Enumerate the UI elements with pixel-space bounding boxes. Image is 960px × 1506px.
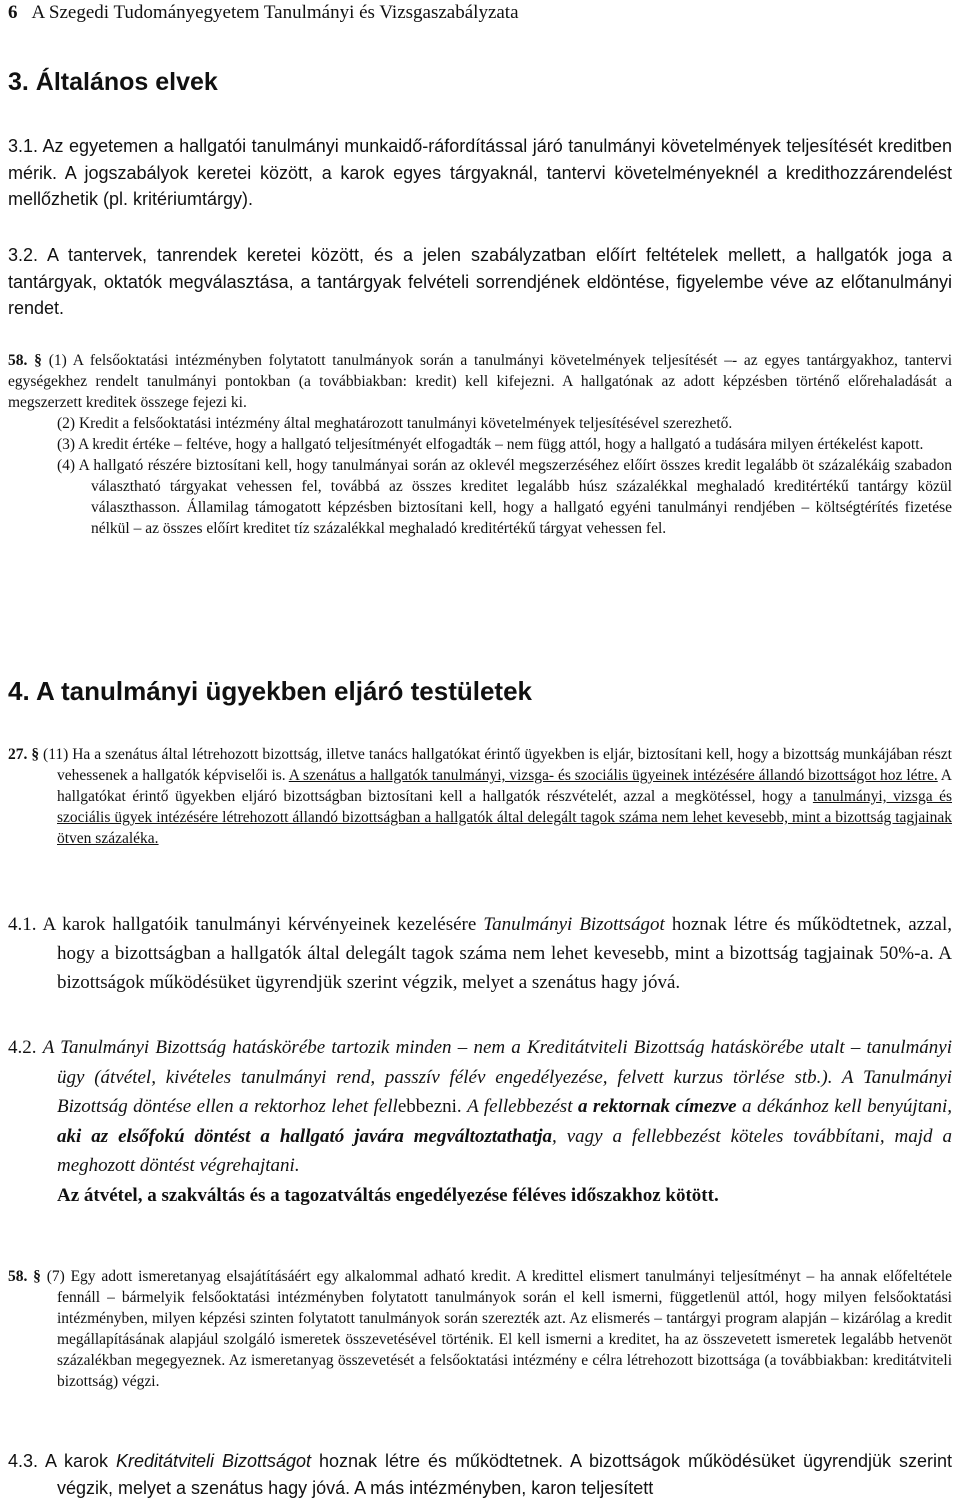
bold-phrase-2: aki az elsőfokú döntést a hal <box>57 1125 306 1147</box>
paragraph-text-italic-3: , vagy a fellebbezést köteles továbbítani, majd a meghozott döntést végrehajtani. <box>57 1125 952 1176</box>
paragraph-number: 4.1. <box>8 914 37 935</box>
running-header <box>8 2 519 24</box>
section-heading-4: 4. A tanulmányi ügyekben eljáró testületek <box>8 676 533 706</box>
law-section-number: 58. § <box>8 1268 41 1285</box>
paragraph-text: A karok hallgatóik tanulmányi kérvényeinek kezelésére <box>42 914 477 935</box>
paragraph-text-regular: ebbezni. <box>397 1096 462 1117</box>
underlined-text-2: tanulmányi, vizsga és szociális ügyek intézésére létrehozott állandó bizottságban a hallgatók által delegált tagok száma nem lehet kevesebb, mint a bizottság tagjainak ötven százaléka. <box>57 788 952 847</box>
underlined-text-1: A szenátus a hallgatók tanulmányi, vizsga- és szociális ügyeinek intézésére állandó bizottságot hoz létre. <box>288 767 938 784</box>
paragraph-number: 3.2. <box>8 245 39 265</box>
paragraph-3-1 <box>8 133 952 213</box>
paragraph-text: A tantervek, tanrendek keretei között, és a jelen szabályzatban előírt feltételek mellett, a hallgatók joga a tantárgyak, oktatók megválasztása, a tantárgyak felvételi sorrendjének eldöntése, figyelembe véve az előtanulmányi rendet. <box>8 245 952 318</box>
paragraph-text-italic-2: a dékánhoz kell benyújtani, <box>742 1096 953 1117</box>
law-quote-58 <box>8 350 952 539</box>
law-quote-58-7 <box>8 1266 952 1392</box>
law-quote-27 <box>8 744 952 849</box>
paragraph-3-2 <box>8 242 952 322</box>
law-section-number: 58. § <box>8 352 42 369</box>
paragraph-number: 3.1. <box>8 136 39 156</box>
paragraph-4-1 <box>8 910 952 997</box>
bold-phrase-3: lgató javára megváltoztathatja <box>305 1125 553 1147</box>
law-paragraph-1: (1) A felsőoktatási intézményben folytatott tanulmányok során a tanulmányi követelmények teljesítését –- az egyes tantárgyakhoz, tantervi egységekhez rendelt tanulmányi pontokban (a továbbiakban: kredit) kell kifejezni. A hallgatónak az adott képzésben történő előrehaladását a megszerzett kreditek összege fejezi ki. <box>8 352 953 411</box>
law-paragraph-mid: A hallgatókat érintő ügyekben eljáró bizottságban biztosítani kell a hallgatók részvételét, azzal a megkötéssel, hogy a <box>57 767 952 805</box>
bold-rule-sentence: Az átvétel, a szakváltás és a tagozatváltás engedélyezése féléves időszakhoz kötött. <box>57 1184 719 1206</box>
law-paragraph-4: (4) A hallgató részére biztosítani kell, hogy tanulmányai során az oklevél megszerzéséhez előírt összes kredit legalább öt százalékáig szabadon választható tárgyakat vehessen fel, továbbá az összes kreditet legalább húsz százalékkal meghaladó kreditértékű tantárgy közül választhasson. Államilag támogatott képzésben biztosítani kell, hogy a hallgató egyéni tanulmányi rendjében – költségtérítés fizetése nélkül – az összes előírt kreditet tíz százalékkal meghaladó kreditértékű tárgyat vehessen fel. <box>57 457 952 537</box>
bold-phrase-1: a rektornak címezve <box>577 1096 737 1117</box>
paragraph-text: A Tanulmányi Bizottság hatáskörébe tartozik minden – nem a Kreditátviteli Bizottság hatáskörébe utalt – tanulmányi ügy (átvétel, kivételes tanulmányi rend, passzív félév engedélyezése, felvett kurzus törlése stb.). A Tanulmányi Bizottság döntése ellen a rektorhoz lehet fell <box>42 1037 953 1117</box>
law-paragraph-2: (2) Kredit a felsőoktatási intézmény által meghatározott tanulmányi követelmények teljesítésével szerezhető. <box>57 415 733 432</box>
paragraph-number: 4.3. <box>8 1451 39 1471</box>
paragraph-text-cont: hoznak létre és működtetnek. A bizottságok működésüket ügyrendjük szerint végzik, melyet a szenátus hagy jóvá. A más intézményben, karon teljesített <box>57 1451 952 1498</box>
paragraph-text: A karok <box>45 1451 108 1471</box>
paragraph-text: Az egyetemen a hallgatói tanulmányi munkaidő-ráfordítással járó tanulmányi követelmények teljesítését kreditben mérik. A jogszabályok keretei között, a karok egyes tárgyaknál, tantervi követelményeknél a kredithozzárendelést mellőzhetik (pl. kritériumtárgy). <box>8 136 953 209</box>
paragraph-text-italic: A fellebbezést <box>467 1096 573 1117</box>
law-section-number: 27. § <box>8 746 40 763</box>
section-heading-3: 3. Általános elvek <box>8 68 218 96</box>
paragraph-number: 4.2. <box>8 1037 37 1058</box>
page-number: 6 <box>8 2 18 23</box>
document-title: A Szegedi Tudományegyetem Tanulmányi és Vizsgaszabályzata <box>31 2 519 23</box>
committee-name: Kreditátviteli Bizottságot <box>115 1451 312 1471</box>
paragraph-text-cont: hoznak létre és működtetnek, azzal, hogy a bizottságban a hallgatók által delegált tagok száma nem lehet kevesebb, mint a bizottság tagjainak 50%-a. A bizottságok működésüket ügyrendjük szerint végzik, melyet a szenátus hagy jóvá. <box>57 914 952 993</box>
committee-name: Tanulmányi Bizottságot <box>483 914 665 935</box>
law-paragraph-3: (3) A kredit értéke – feltéve, hogy a hallgató teljesítményét elfogadták – nem függ attól, hogy a hallgató a tudására milyen értékelést kapott. <box>57 436 924 453</box>
paragraph-4-2 <box>8 1033 952 1210</box>
law-paragraph-lead: (11) Ha a szenátus által létrehozott bizottság, illetve tanács hallgatókat érintő ügyekben is eljár, biztosítani kell, hogy a bizottság munkájában részt vehessenek a hallgatók képviselői is. <box>43 746 952 784</box>
law-paragraph-7: (7) Egy adott ismeretanyag elsajátításáért egy alkalommal adható kredit. A kredittel elismert tanulmányi teljesítményt – ha annak előfeltétele fennáll – bármelyik felsőoktatási intézményben folytatott tanulmányok során el kell ismerni, függetlenül attól, hogy milyen felsőoktatási intézményben, milyen képzési szinten folytatott tanulmányok során szerezték azt. Az elismerés – tantárgyi program alapján – kizárólag a kredit megállapításának alapjául szolgáló ismeretek összevetésével történik. El kell ismerni a kreditet, ha az összevetett ismeretek legalább hetvenöt százalékban megegyeznek. Az ismeretanyag összevetését a felsőoktatási intézmény e célra létrehozott bizottsága (a továbbiakban: kreditátviteli bizottság) végzi. <box>46 1268 953 1390</box>
paragraph-4-3 <box>8 1448 952 1501</box>
